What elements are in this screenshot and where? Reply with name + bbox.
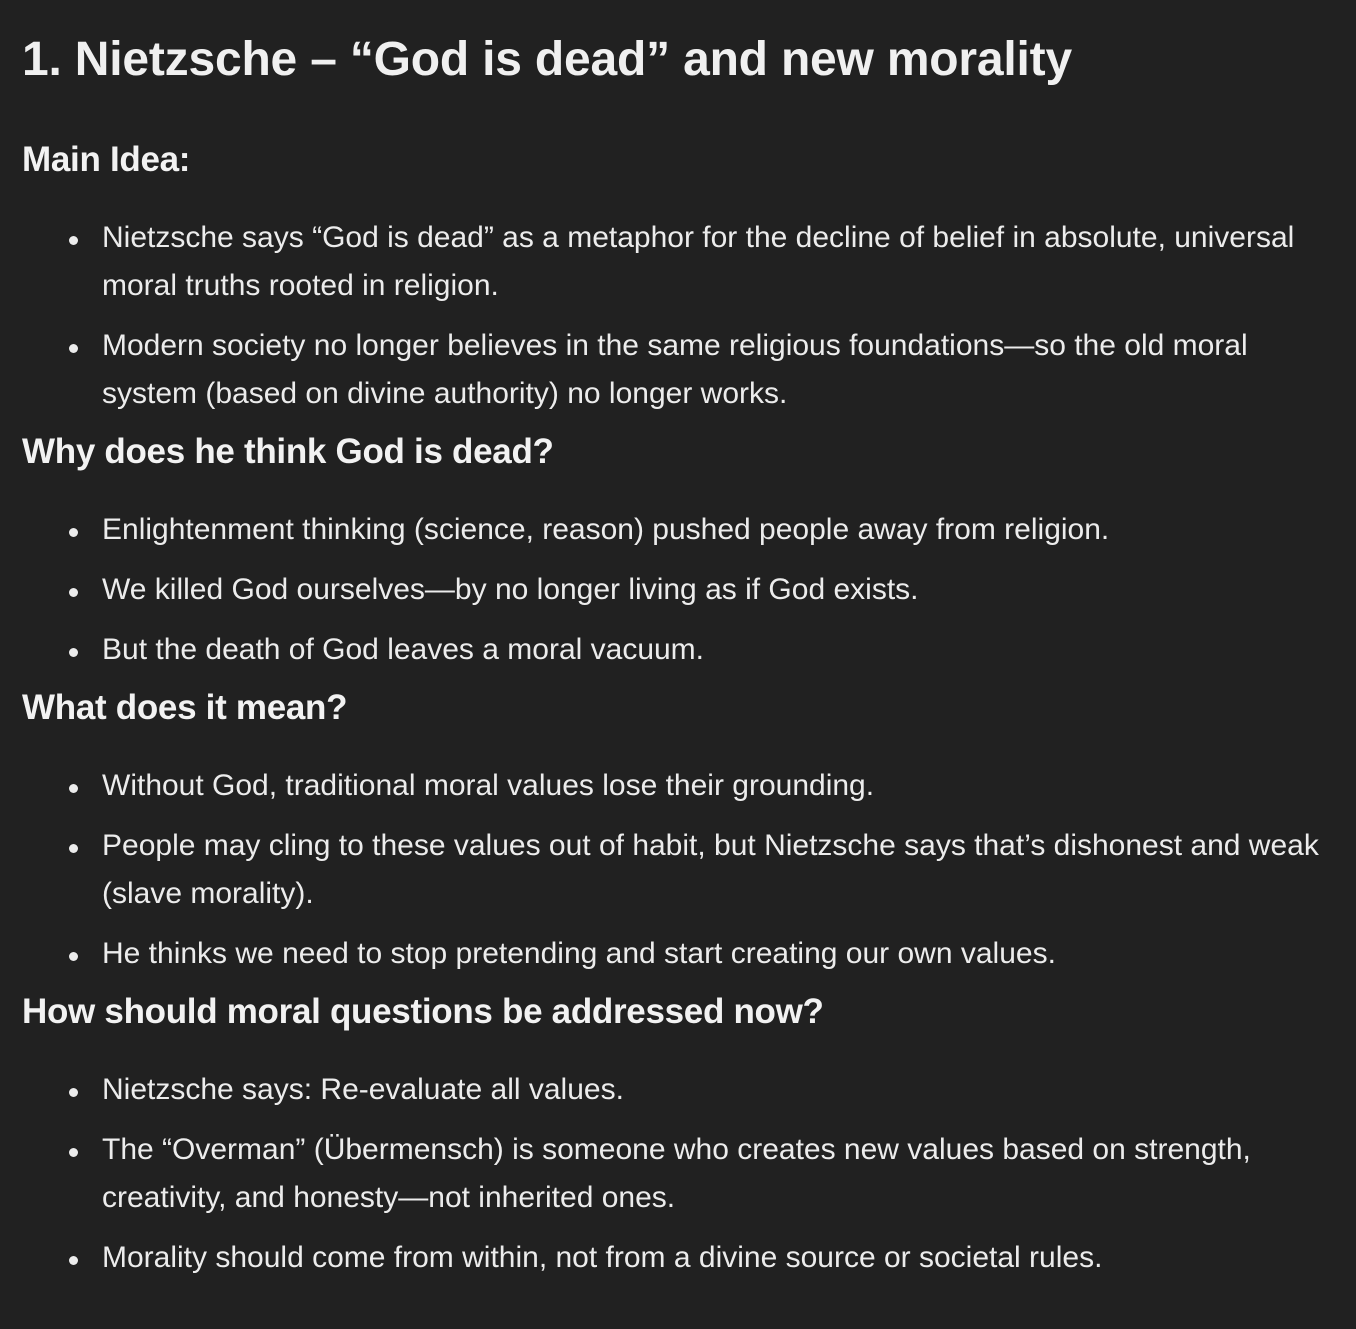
list-item-text: People may cling to these values out of habit, but Nietzsche says that’s dishonest and weak (slave morality). [102, 829, 1319, 910]
bullet-icon [69, 844, 78, 853]
list-item [22, 566, 1334, 614]
list-item [22, 1126, 1334, 1222]
list-item [22, 1066, 1334, 1114]
list-item [22, 822, 1334, 918]
list-item-text: Without God, traditional moral values lose their grounding. [102, 769, 875, 802]
section-list-moral-questions [22, 1066, 1334, 1282]
list-item [22, 626, 1334, 674]
list-item-text: But the death of God leaves a moral vacuum. [102, 633, 705, 666]
list-item-text: Nietzsche says: Re-evaluate all values. [102, 1073, 624, 1106]
list-item [22, 762, 1334, 810]
bullet-icon [69, 588, 78, 597]
list-item [22, 322, 1334, 418]
list-item [22, 1234, 1334, 1282]
list-item [22, 214, 1334, 310]
bullet-icon [69, 1256, 78, 1265]
list-item-text: We killed God ourselves—by no longer living as if God exists. [102, 573, 919, 606]
list-item [22, 506, 1334, 554]
document-title: 1. Nietzsche – “God is dead” and new morality [22, 33, 1072, 86]
list-item-text: He thinks we need to stop pretending and start creating our own values. [102, 937, 1056, 970]
list-item-text: Modern society no longer believes in the same religious foundations—so the old moral system (based on divine authority) no longer works. [102, 329, 1248, 410]
list-item-text: The “Overman” (Übermensch) is someone who creates new values based on strength, creativity, and honesty—not inherited ones. [102, 1133, 1251, 1214]
section-list-what-does-it-mean [22, 762, 1334, 978]
bullet-icon [69, 528, 78, 537]
bullet-icon [69, 952, 78, 961]
list-item-text: Morality should come from within, not from a divine source or societal rules. [102, 1241, 1103, 1274]
bullet-icon [69, 1088, 78, 1097]
section-heading-moral-questions: How should moral questions be addressed now? [22, 992, 824, 1031]
list-item [22, 930, 1334, 978]
bullet-icon [69, 784, 78, 793]
section-list-why-god-dead [22, 506, 1334, 674]
bullet-icon [69, 1148, 78, 1157]
list-item-text: Enlightenment thinking (science, reason) pushed people away from religion. [102, 513, 1110, 546]
bullet-icon [69, 344, 78, 353]
list-item-text: Nietzsche says “God is dead” as a metaphor for the decline of belief in absolute, universal moral truths rooted in religion. [102, 221, 1295, 302]
section-heading-what-does-it-mean: What does it mean? [22, 688, 348, 727]
section-heading-why-god-dead: Why does he think God is dead? [22, 432, 554, 471]
bullet-icon [69, 648, 78, 657]
section-list-main-idea [22, 214, 1334, 418]
bullet-icon [69, 236, 78, 245]
section-heading-main-idea: Main Idea: [22, 140, 191, 179]
